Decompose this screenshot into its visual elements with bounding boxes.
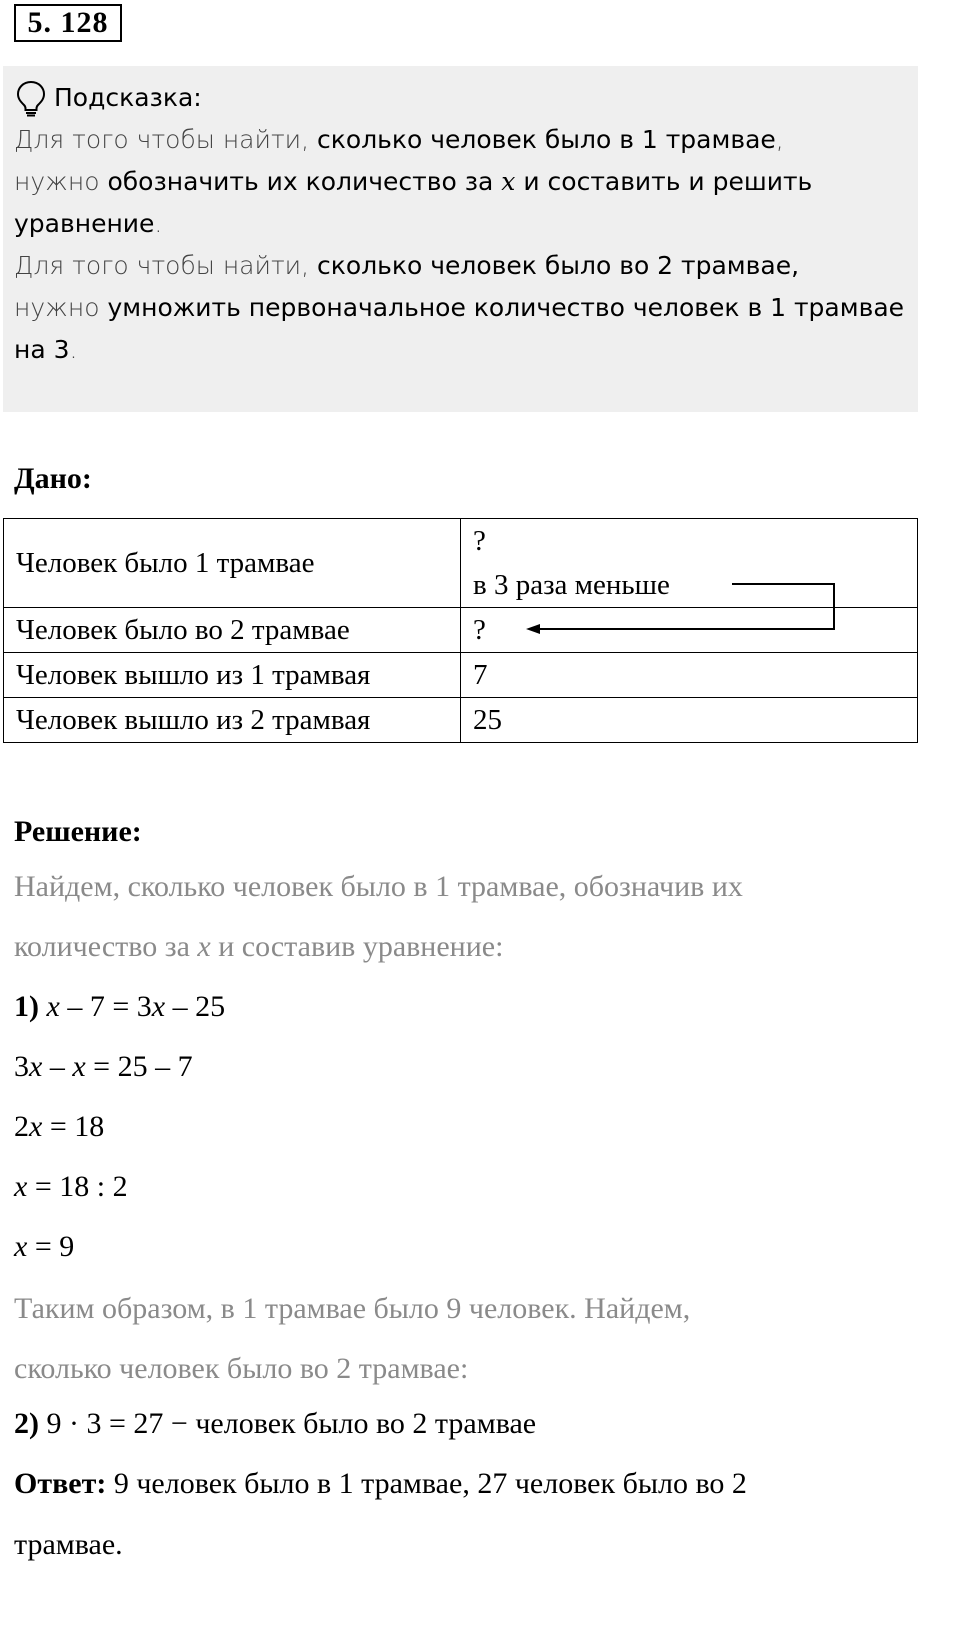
answer-line-1 [14,1467,747,1501]
hint-text: , [775,125,784,154]
row-value: 7 [461,653,918,698]
hint-emphasis: сколько человек было в 1 трамвае [317,125,776,154]
solution-intro-line-1: Найдем, сколько человек было в 1 трамвае, обозначив их [14,870,743,903]
hint-header [14,78,918,118]
hint-box [3,66,918,412]
text: – 25 [165,990,226,1023]
hint-paragraph-1 [14,119,918,245]
step-2 [14,1407,536,1441]
value-unknown: ? [473,525,486,557]
hint-title: Подсказка: [54,83,202,112]
text: и составив уравнение: [210,930,504,963]
hint-text: . [154,209,163,238]
equation-2 [14,1050,193,1084]
hint-paragraph-2 [14,245,918,371]
answer-line-2: трамвае. [14,1528,123,1561]
solution-intro-line-2 [14,930,503,964]
hint-text: нужно [14,167,108,196]
variable-x: x [29,1050,43,1083]
step-number: 2) [14,1407,39,1440]
hint-emphasis: и составить и решить уравнение [14,167,813,238]
text: количество за [14,930,198,963]
step-number: 1) [14,990,39,1023]
table-row [4,698,918,743]
variable-x: x [197,930,211,963]
row-value: ? [461,608,918,653]
answer-text: 9 человек было в 1 трамвае, 27 человек было во 2 [106,1467,747,1500]
row-label: Человек вышло из 1 трамвая [4,653,461,698]
given-title: Дано: [14,462,92,495]
hint-text: Для того чтобы найти, [14,251,318,280]
problem-number: 5. 128 [14,4,122,42]
table-row [4,653,918,698]
row-label: Человек было 1 трамвае [4,519,461,608]
variable-x: x [29,1110,43,1143]
answer-label: Ответ: [14,1467,107,1500]
variable-x: x [501,167,516,196]
solution-mid-line-1: Таким образом, в 1 трамвае было 9 человек. Найдем, [14,1292,691,1325]
text: – [42,1050,73,1083]
variable-x: x [151,990,166,1023]
variable-x: x [14,1170,28,1203]
lightbulb-icon [14,79,48,117]
solution-mid-line-2: сколько человек было во 2 трамвае: [14,1352,469,1385]
text: = 9 [27,1230,75,1263]
hint-emphasis: сколько человек было во 2 трамвае, [317,251,800,280]
variable-x: x [72,1050,86,1083]
text: 9 · 3 = 27 − человек было во 2 трамвае [39,1407,537,1440]
relation-note: в 3 раза меньше [473,569,670,601]
equation-1 [14,990,225,1024]
row-value: 25 [461,698,918,743]
text: = 25 – 7 [85,1050,193,1083]
text: – 7 = 3 [59,990,152,1023]
solution-title: Решение: [14,815,142,848]
equation-3 [14,1110,104,1144]
hint-emphasis: умножить первоначальное количество человек в 1 трамвае на 3 [14,293,905,364]
equation-5 [14,1230,74,1264]
relation-arrow-icon [520,574,850,644]
hint-emphasis: обозначить их количество за [107,167,502,196]
text: 2 [14,1110,29,1143]
hint-text: . [69,335,78,364]
text: = 18 : 2 [27,1170,128,1203]
row-label: Человек было во 2 трамвае [4,608,461,653]
equation-4 [14,1170,128,1204]
text: 3 [14,1050,29,1083]
hint-text: Для того чтобы найти, [14,125,318,154]
variable-x: x [46,990,60,1023]
variable-x: x [14,1230,28,1263]
hint-text: нужно [14,293,108,322]
text: = 18 [42,1110,105,1143]
row-label: Человек вышло из 2 трамвая [4,698,461,743]
